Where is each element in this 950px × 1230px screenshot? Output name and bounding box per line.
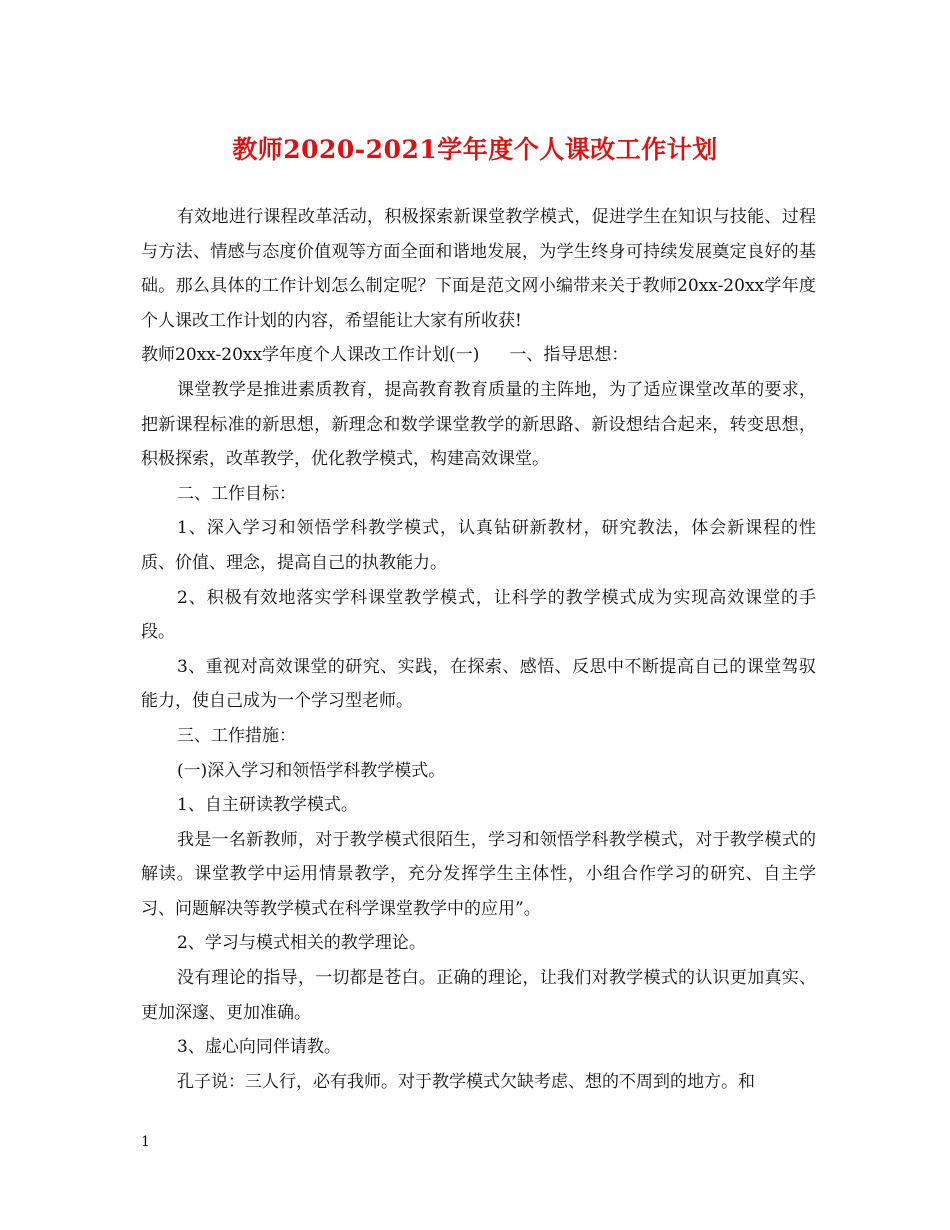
item2-paragraph: 没有理论的指导，一切都是苍白。正确的理论，让我们对教学模式的认识更加真实、更加深邃、更加准确。 (141, 968, 816, 1023)
item3-paragraph: 孔子说：三人行，必有我师。对于教学模式欠缺考虑、想的不周到的地方。和 (177, 1071, 755, 1092)
item1-heading: 1、自主研读教学模式。 (177, 795, 358, 816)
section1-paragraph: 课堂教学是推进素质教育，提高教育教育质量的主阵地，为了适应课堂改革的要求，把新课程标准的新思想，新理念和数学课堂教学的新思路、新设想结合起来，转变思想，积极探索，改革教学，优化教学模式，构建高效课堂。 (141, 379, 816, 470)
goal-item-1: 1、深入学习和领悟学科教学模式，认真钻研新教材，研究教法，体会新课程的性质、价值、理念，提高自己的执教能力。 (141, 518, 816, 573)
section2-heading: 二、工作目标： (177, 483, 296, 504)
goal-item-2: 2、积极有效地落实学科课堂教学模式，让科学的教学模式成为实现高效课堂的手段。 (141, 587, 816, 643)
section1-heading: 一、指导思想： (509, 345, 629, 366)
plan-heading: 教师20xx-20xx学年度个人课改工作计划(一) (141, 345, 480, 366)
page-number: 1 (141, 1134, 150, 1150)
item1-paragraph: 我是一名新教师，对于教学模式很陌生，学习和领悟学科教学模式，对于教学模式的解读。课堂教学中运用情景教学，充分发挥学生主体性，小组合作学习的研究、自主学习、问题解决等教学模式在科学课堂教学中的应用”。 (141, 829, 816, 919)
document-body (141, 200, 816, 1099)
document-title: 教师2020-2021学年度个人课改工作计划 (232, 135, 718, 164)
item3-heading: 3、虚心向同伴请教。 (177, 1037, 341, 1058)
intro-paragraph: 有效地进行课程改革活动，积极探索新课堂教学模式，促进学生在知识与技能、过程与方法、情感与态度价值观等方面全面和谐地发展，为学生终身可持续发展奠定良好的基础。那么具体的工作计划怎么制定呢？下面是范文网小编带来关于教师20xx-20xx学年度个人课改工作计划的内容，希望能让大家有所收获! (141, 207, 816, 331)
plan-heading-line (141, 338, 816, 373)
measure-a-heading: (一)深入学习和领悟学科教学模式。 (177, 760, 446, 781)
goal-item-3: 3、重视对高效课堂的研究、实践，在探索、感悟、反思中不断提高自己的课堂驾驭能力，使自己成为一个学习型老师。 (141, 656, 816, 712)
section3-heading: 三、工作措施： (177, 725, 296, 746)
item2-heading: 2、学习与模式相关的教学理论。 (177, 933, 426, 954)
